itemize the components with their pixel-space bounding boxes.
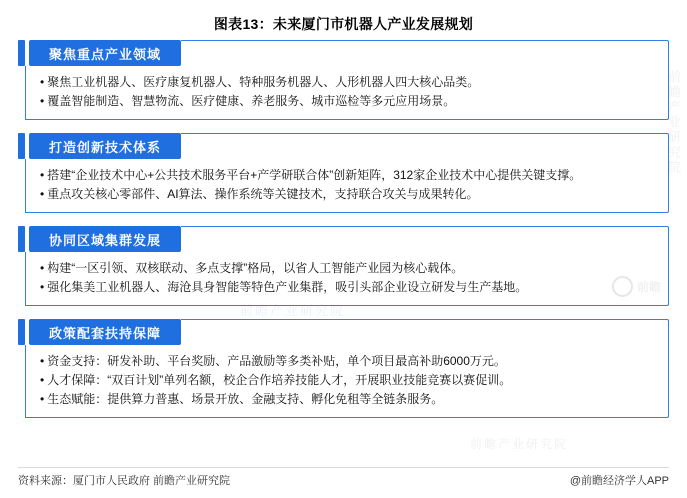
section-block [18,226,669,306]
section-block [18,133,669,213]
footer-divider [18,467,669,468]
list-item-text: 聚焦工业机器人、医疗康复机器人、特种服务机器人、人形机器人四大核心品类。 [47,75,480,89]
watermark-logo-text: 前瞻 [636,280,661,294]
bullet-icon: • [40,354,45,368]
section-header-label: 协同区域集群发展 [29,226,181,252]
list-item [40,185,658,204]
section-header [18,319,669,345]
credit-note: @前瞻经济学人APP [569,475,669,487]
list-item-text: 生态赋能：提供算力普惠、场景开放、金融支持、孵化免租等全链条服务。 [47,392,444,406]
section-header [18,226,669,252]
bullet-icon: • [40,187,45,201]
section-header-label: 打造创新技术体系 [29,133,181,159]
bullet-icon: • [40,280,45,294]
list-item-text: 资金支持：研发补助、平台奖励、产品激励等多类补贴，单个项目最高补助6000万元。 [47,354,506,368]
list-item-text: 覆盖智能制造、智慧物流、医疗健康、养老服务、城市巡检等多元应用场景。 [47,94,456,108]
header-fill [181,133,669,159]
section-body [25,252,669,306]
section-block [18,40,669,120]
list-item [40,352,658,371]
accent-bar [18,40,25,66]
list-item [40,92,658,111]
list-item [40,390,658,409]
list-item [40,371,658,390]
bullet-icon: • [40,392,45,406]
list-item [40,259,658,278]
accent-bar [18,319,25,345]
bullet-icon: • [40,261,45,275]
bullet-icon: • [40,75,45,89]
bullet-icon: • [40,168,45,182]
accent-bar [18,226,25,252]
header-fill [181,40,669,66]
section-block [18,319,669,418]
page-title: 图表13：未来厦门市机器人产业发展规划 [213,16,474,32]
list-item-text: 构建“一区引领、双核联动、多点支撑”格局，以省人工智能产业园为核心载体。 [47,261,464,275]
list-item-text: 重点攻关核心零部件、AI算法、操作系统等关键技术，支持联合攻关与成果转化。 [47,187,479,201]
list-item-text: 人才保障：“双百计划”单列名额，校企合作培养技能人才，开展职业技能竞赛以赛促训。 [47,373,512,387]
header-fill [181,226,669,252]
bullet-icon: • [40,373,45,387]
watermark-right: 前瞻产业研究院 [666,70,681,175]
source-note: 资料来源：厦门市人民政府 前瞻产业研究院 [18,475,231,487]
watermark-middle: 前瞻产业研究院 [240,303,346,318]
section-body [25,66,669,120]
header-fill [181,319,669,345]
list-item [40,73,658,92]
section-body [25,159,669,213]
list-item [40,278,658,297]
bullet-icon: • [40,94,45,108]
watermark-bottom: 前瞻产业研究院 [470,437,569,451]
section-header-label: 聚焦重点产业领域 [29,40,181,66]
section-header [18,40,669,66]
list-item [40,166,658,185]
accent-bar [18,133,25,159]
section-body [25,345,669,418]
list-item-text: 强化集美工业机器人、海沧具身智能等特色产业集群，吸引头部企业设立研发与生产基地。 [47,280,528,294]
section-header-label: 政策配套扶持保障 [29,319,181,345]
list-item-text: 搭建“企业技术中心+公共技术服务平台+产学研联合体”创新矩阵，312家企业技术中心提供关键支撑。 [47,168,582,182]
sections-list [18,40,669,431]
section-header [18,133,669,159]
